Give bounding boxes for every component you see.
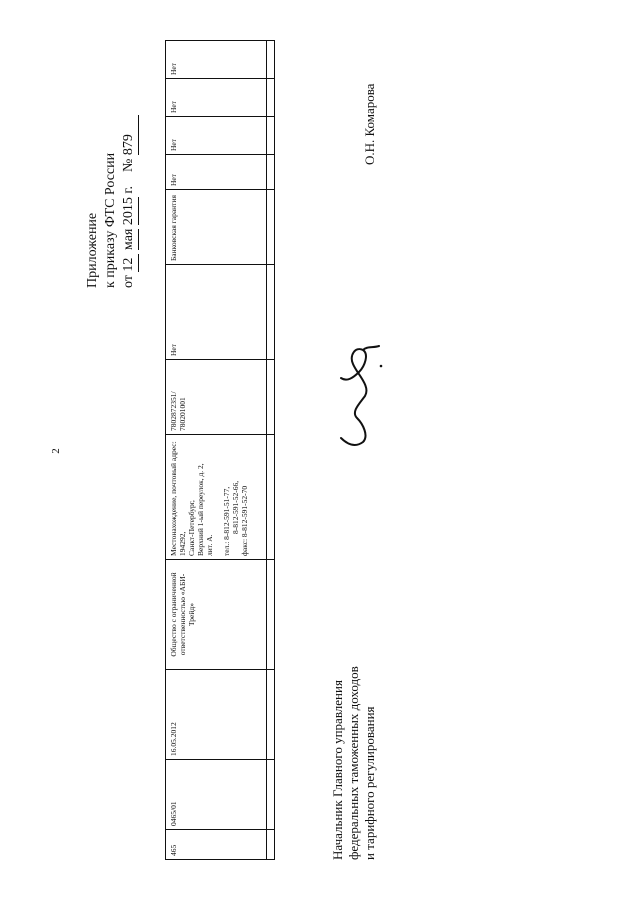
date-prefix: от [121, 275, 136, 288]
cell-guarantee: Банковская гарантия [166, 190, 267, 265]
address-line: Верхний 1-ый переулок, д. 2, [196, 463, 205, 556]
signatory-title-line: федеральных таможенных доходов [346, 666, 361, 860]
register-table [165, 50, 275, 860]
page-number: 2 [49, 448, 62, 454]
cell-col-d: Нет [166, 41, 267, 79]
cell-date: 16.05.2012 [166, 670, 267, 760]
signatory-title-line: и тарифного регулирования [362, 706, 377, 860]
table-row [166, 41, 267, 860]
cell-index: 465 [166, 830, 267, 860]
signatory-name: О.Н. Комарова [362, 83, 377, 165]
cell-col-c: Нет [166, 79, 267, 117]
cell-org-name: Общество с ограниченной ответственностью «АБИ-Трейд» [166, 560, 267, 670]
phone-line: 8-812-591-52-66, [231, 480, 240, 534]
order-number: 879 [120, 115, 139, 155]
year-suffix: г. [121, 185, 136, 194]
order-date-line [120, 115, 139, 288]
phone-line: тел.: 8-812-591-51-77, [222, 486, 231, 556]
order-year: 2015 [120, 197, 139, 225]
cell-inn-kpp: 7802872351/ 780201001 [166, 360, 267, 435]
table-row [266, 41, 274, 860]
order-day: 12 [120, 254, 139, 272]
cell-col-a: Нет [166, 155, 267, 190]
address-line: Местонахождение, почтовый адрес: 194292, [169, 441, 187, 556]
address-line: лит. А. [205, 534, 214, 556]
handwritten-signature [333, 338, 393, 450]
number-sign: № [121, 158, 136, 172]
signatory-title-line: Начальник Главного управления [330, 680, 345, 860]
order-month: мая [120, 229, 139, 250]
cell-branches: Нет [166, 265, 267, 360]
cell-reg-number: 0465/01 [166, 760, 267, 830]
signatory-title [330, 666, 378, 860]
address-line: Санкт-Петербург, [187, 500, 196, 556]
cell-col-b: Нет [166, 117, 267, 155]
appendix-title: Приложение [85, 212, 100, 288]
appendix-header [84, 115, 139, 288]
order-reference: к приказу ФТС России [103, 152, 118, 288]
cell-address [166, 435, 267, 560]
fax-line: факс: 8-812-591-52-70 [240, 485, 249, 556]
